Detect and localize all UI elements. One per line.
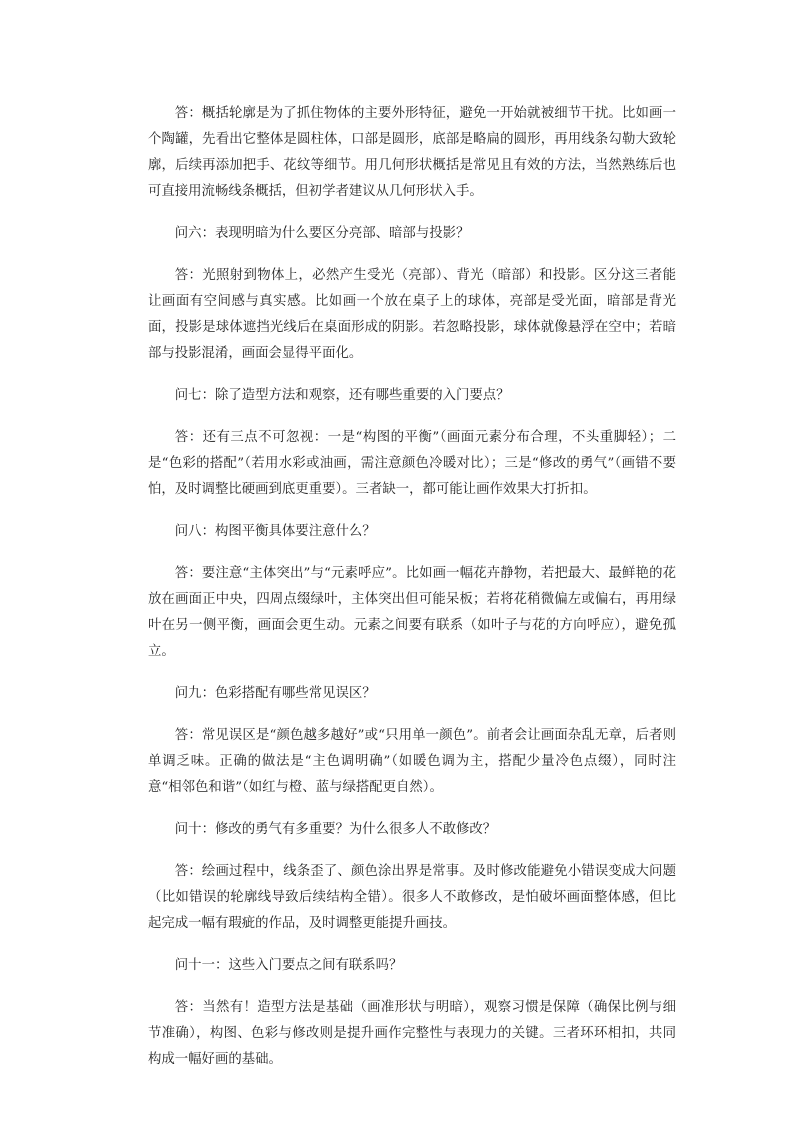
answer-paragraph: 答：绘画过程中，线条歪了、颜色涂出界是常事。及时修改能避免小错误变成大问题（比如错误的轮廓线导致后续结构全错）。很多人不敢修改，是怕破坏画面整体感，但比起完成一幅有瑕疵的作品，及时调整更能提升画技。 [148,864,676,931]
question-heading: 问七：除了造型方法和观察，还有哪些重要的入门要点？ [174,388,510,403]
answer-paragraph: 答：要注意“主体突出”与“元素呼应”。比如画一幅花卉静物，若把最大、最鲜艳的花放在画面正中央，四周点缀绿叶，主体突出但可能呆板；若将花稍微偏左或偏右，再用绿叶在另一侧平衡，画面会更生动。元素之间要有联系（如叶子与花的方向呼应），避免孤立。 [148,566,676,659]
answer-paragraph: 答：当然有！造型方法是基础（画准形状与明暗），观察习惯是保障（确保比例与细节准确），构图、色彩与修改则是提升画作完整性与表现力的关键。三者环环相扣，共同构成一幅好画的基础。 [148,1000,676,1067]
answer-paragraph: 答：光照射到物体上，必然产生受光（亮部）、背光（暗部）和投影。区分这三者能让画面有空间感与真实感。比如画一个放在桌子上的球体，亮部是受光面，暗部是背光面，投影是球体遮挡光线后在桌面形成的阴影。若忽略投影，球体就像悬浮在空中；若暗部与投影混淆，画面会显得平面化。 [148,268,676,361]
answer-paragraph: 答：常见误区是“颜色越多越好”或“只用单一颜色”。前者会让画面杂乱无章，后者则单调乏味。正确的做法是“主色调明确”（如暖色调为主，搭配少量冷色点缀），同时注意“相邻色和谐”（如红与橙、蓝与绿搭配更自然）。 [148,728,676,795]
question-heading: 问八：构图平衡具体要注意什么？ [174,524,376,539]
question-heading: 问九：色彩搭配有哪些常见误区？ [174,686,376,701]
question-heading: 问十一：这些入门要点之间有联系吗？ [174,958,403,973]
answer-paragraph: 答：概括轮廓是为了抓住物体的主要外形特征，避免一开始就被细节干扰。比如画一个陶罐，先看出它整体是圆柱体，口部是圆形，底部是略扁的圆形，再用线条勾勒大致轮廓，后续再添加把手、花纹等细节。用几何形状概括是常见且有效的方法，当然熟练后也可直接用流畅线条概括，但初学者建议从几何形状入手。 [148,106,676,199]
document-body [148,101,676,1089]
question-heading: 问十：修改的勇气有多重要？为什么很多人不敢修改？ [174,822,497,837]
question-heading: 问六：表现明暗为什么要区分亮部、暗部与投影？ [174,226,470,241]
answer-paragraph: 答：还有三点不可忽视：一是“构图的平衡”（画面元素分布合理，不头重脚轻）；二是“色彩的搭配”（若用水彩或油画，需注意颜色冷暖对比）；三是“修改的勇气”（画错不要怕，及时调整比硬画到底更重要）。三者缺一，都可能让画作效果大打折扣。 [148,430,676,497]
